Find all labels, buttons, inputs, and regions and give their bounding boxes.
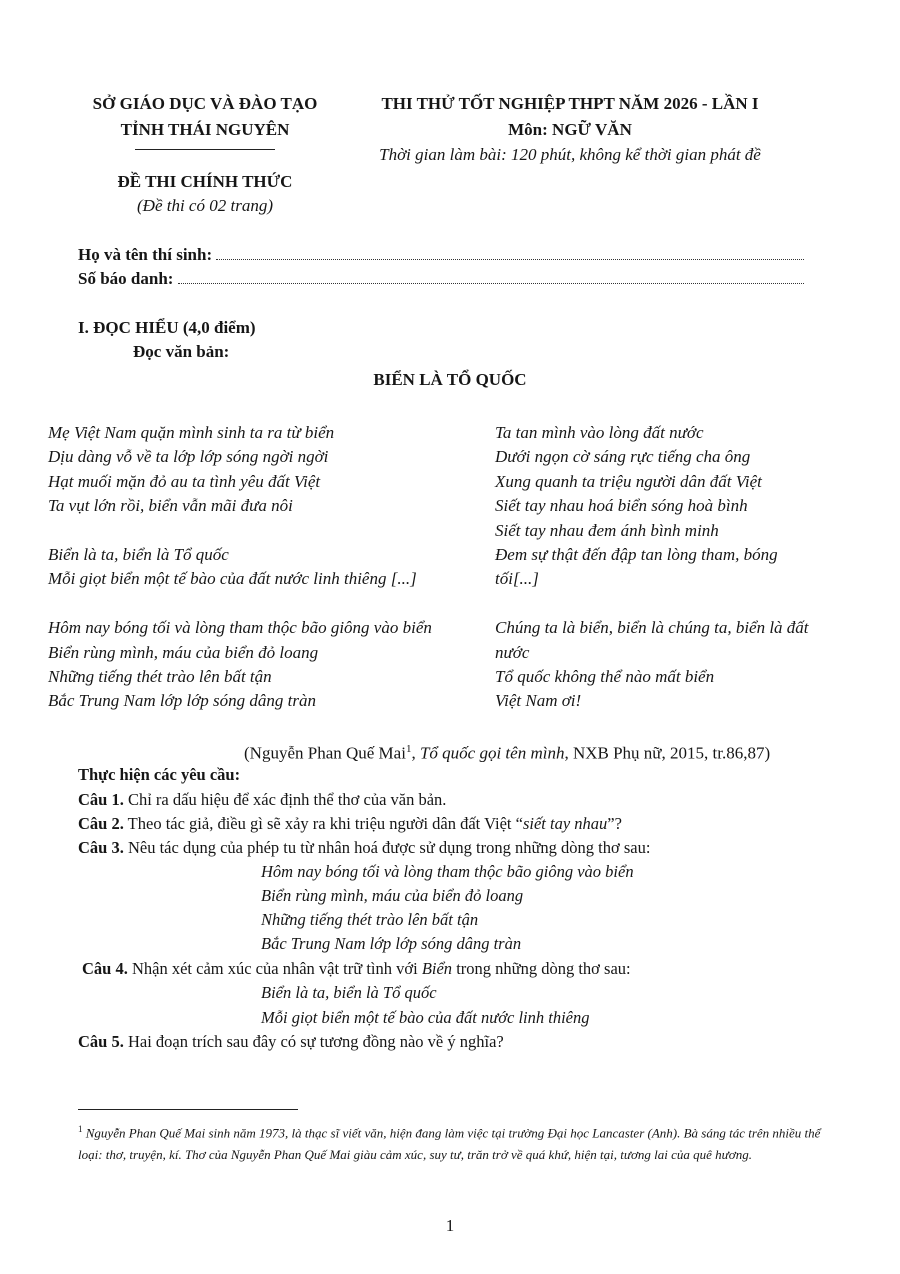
question-emphasis: Biển [421,959,453,978]
poem-line [48,592,432,616]
candidate-name-field[interactable] [216,245,804,260]
subject: Môn: NGỮ VĂN [508,120,632,139]
question-text: Hai đoạn trích sau đây có sự tương đồng nào về ý nghĩa? [123,1032,504,1051]
poem-line: Siết tay nhau đem ánh bình minh [495,520,719,540]
question-4 [82,957,631,982]
question-label: Câu 1. [78,790,124,809]
question-text: Nhận xét cảm xúc của nhân vật trữ tình với [127,959,422,978]
source-author: (Nguyễn Phan Quế Mai [244,743,406,763]
candidate-id-row [78,267,804,291]
poem-line: Đem sự thật đến đập tan lòng tham, bóng [495,544,778,564]
quoted-line: Mỗi giọt biển một tế bào của đất nước linh thiêng [261,1008,590,1027]
footnote-ref: 1 [405,743,412,755]
poem-line: Ta vụt lớn rồi, biển vẫn mãi đưa nôi [48,496,293,516]
questions-intro: Thực hiện các yêu cầu: [78,765,241,784]
poem-line: Bắc Trung Nam lớp lớp sóng dâng tràn [48,691,316,711]
quoted-line: Hôm nay bóng tối và lòng tham thộc bão giông vào biển [261,862,634,881]
poem-line: Dịu dàng vỗ về ta lớp lớp sóng ngời ngời [48,447,329,467]
source-publisher: , NXB Phụ nữ, 2015, tr.86,87) [564,743,771,763]
candidate-id-label: Số báo danh: [78,269,174,288]
poem-line [495,592,809,616]
section-heading: I. ĐỌC HIỂU (4,0 điểm) [78,318,256,337]
poem-line: Mỗi giọt biển một tế bào của đất nước linh thiêng [...] [48,569,417,589]
official-label: ĐỀ THI CHÍNH THỨC [117,172,293,191]
poem-line: Việt Nam ơi! [495,691,582,711]
poem-source: (Nguyễn Phan Quế Mai$^1$, Tổ quốc gọi tên mình, NXB Phụ nữ, 2015, tr.86,87) [244,743,771,763]
poem-line: Xung quanh ta triệu người dân đất Việt [495,471,762,491]
poem-line: Chúng ta là biển, biển là chúng ta, biển là đất [495,618,809,638]
candidate-name-row [78,243,804,267]
header-divider [135,149,275,150]
page-number: 1 [445,1216,455,1235]
quoted-line: Biển rùng mình, máu của biển đỏ loang [261,886,524,905]
question-1 [78,788,446,813]
poem-line: Hôm nay bóng tối và lòng tham thộc bão giông vào biển [48,618,432,638]
footnote-text: Nguyễn Phan Quế Mai sinh năm 1973, là thạc sĩ viết văn, hiện đang làm việc tại trường Đại học Lancaster (Anh). Bà sáng tác trên nhiều thể loại: thơ, truyện, kí. Thơ của Nguyễn Phan Quế Mai giàu cảm xúc, suy tư, trăn trở về quá khứ, hiện tại, tương lai của quê hương. [78,1125,821,1163]
poem-line: Siết tay nhau hoá biển sóng hoà bình [495,496,748,516]
candidate-id-field[interactable] [178,269,804,284]
exam-title: THI THỬ TỐT NGHIỆP THPT NĂM 2026 - LẦN I [381,94,759,113]
question-label: Câu 4. [82,959,128,978]
poem-line: Những tiếng thét trào lên bất tận [48,666,272,686]
quoted-line: Bắc Trung Nam lớp lớp sóng dâng tràn [261,934,522,953]
poem-line: Hạt muối mặn đỏ au ta tình yêu đất Việt [48,471,321,491]
question-label: Câu 3. [78,838,124,857]
poem-title: BIỂN LÀ TỔ QUỐC [373,370,527,389]
dept-name: SỞ GIÁO DỤC VÀ ĐÀO TẠO [92,94,318,113]
read-label: Đọc văn bản: [133,342,230,361]
quoted-line: Biển là ta, biển là Tổ quốc [261,983,437,1002]
question-text-end: ”? [607,814,622,833]
poem-line: Mẹ Việt Nam quặn mình sinh ta ra từ biển [48,423,335,442]
poem-right-column [495,421,809,714]
question-text: Nêu tác dụng của phép tu từ nhân hoá được sử dụng trong những dòng thơ sau: [123,838,651,857]
province-name: TỈNH THÁI NGUYÊN [120,120,290,139]
poem-line: Tổ quốc không thể nào mất biển [495,666,715,686]
question-quote: siết tay nhau [522,814,608,833]
quoted-line: Những tiếng thét trào lên bất tận [261,910,479,929]
question-text: Theo tác giả, điều gì sẽ xảy ra khi triệu người dân đất Việt “ [123,814,523,833]
poem-line: Biển rùng mình, máu của biển đỏ loang [48,642,319,662]
poem-line: nước [495,642,530,662]
question-label: Câu 2. [78,814,124,833]
poem-left-column [48,421,432,714]
footnote [78,1118,822,1166]
poem-line: tối[...] [495,569,539,589]
poem-line: Dưới ngọn cờ sáng rực tiếng cha ông [495,447,751,467]
question-2 [78,812,622,837]
source-book: Tổ quốc gọi tên mình [419,743,565,763]
question-text: Chỉ ra dấu hiệu để xác định thể thơ của văn bản. [123,790,447,809]
candidate-name-label: Họ và tên thí sinh: [78,245,213,264]
footnote-mark: 1 [78,1124,83,1134]
pages-note: (Đề thi có 02 trang) [137,196,273,215]
poem-line [48,519,432,543]
question-3 [78,836,650,861]
footnote-divider [78,1109,298,1110]
poem-line: Biển là ta, biển là Tổ quốc [48,544,229,564]
question-label: Câu 5. [78,1032,124,1051]
poem-line: Ta tan mình vào lòng đất nước [495,423,704,442]
question-5 [78,1030,504,1055]
question-text-end: trong những dòng thơ sau: [452,959,631,978]
time-note: Thời gian làm bài: 120 phút, không kể thời gian phát đề [379,145,761,164]
